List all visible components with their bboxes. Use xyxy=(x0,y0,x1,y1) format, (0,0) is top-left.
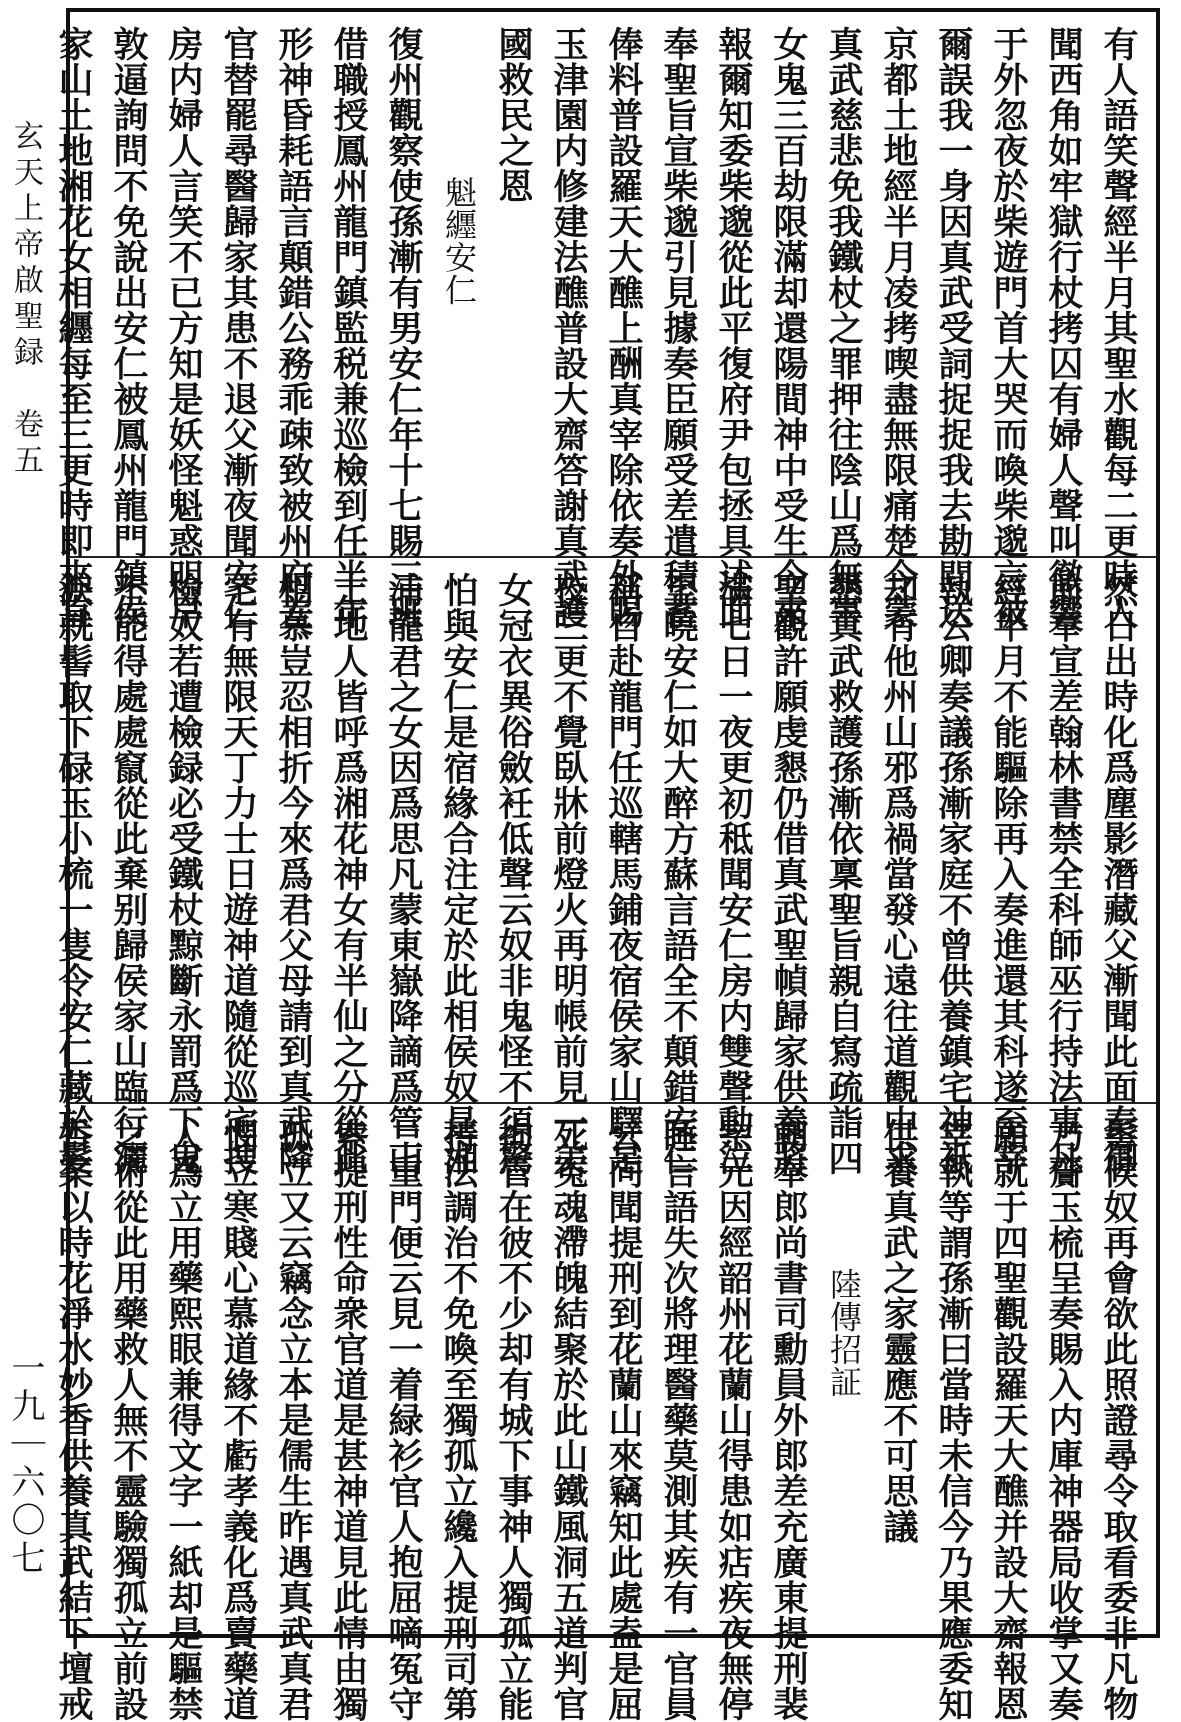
text-column: 宰執等謂孫漸曰當時未信今乃果應委知 xyxy=(933,1118,974,1722)
text-column: 前奉宣差翰林書禁全科師巫行持法事凡 xyxy=(1043,572,1084,1176)
text-column: 房内婦人言笑不已方知是妖怪魁惑明早 xyxy=(163,26,204,630)
text-column: 懇真武救護孫漸依稟聖旨親自寫疏詣四 xyxy=(823,572,864,1176)
text-column: 玉津園内修建法醮普設大齋答謝真武護 xyxy=(548,26,589,630)
text-column: 報爾知委柴邈從此平復府尹包拯具述面 xyxy=(713,26,754,630)
text-column: 女冠衣異俗斂衽低聲云奴非鬼怪不須驚 xyxy=(493,572,534,1176)
text-column: 至曉安仁如大醉方蘇言語全不顛錯安仁 xyxy=(658,572,699,1176)
text-column: 髻候奴再會欲此照證尋令取看委非凡物 xyxy=(1098,1118,1139,1722)
text-panel-bottom xyxy=(53,1104,1156,1722)
text-column: 二重門便云見一着緑衫官人抱屈嘀冤守 xyxy=(383,1118,424,1722)
text-column: 女鬼三百劫限滿却還陽間神中受生今來 xyxy=(768,26,809,630)
text-column: 供養真武之家靈應不可思議 xyxy=(878,1118,919,1544)
text-column: 有人語笑聲經半月其聖水觀每二更時人 xyxy=(1098,26,1139,630)
text-column: 怕與安仁是宿緣合注定於此相侯奴是湘 xyxy=(438,572,479,1176)
text-column: 睡言語失次將理醫藥莫測其疾有一官員 xyxy=(658,1118,699,1722)
text-column: 人爲立用藥熙眼兼得文字一紙却是驅禁 xyxy=(163,1118,204,1722)
text-column: 奉聖旨宣柴邈引見據奏臣願受差遣積蓄 xyxy=(658,26,699,630)
text-column: 真武慈悲免我鐵杖之罪押往陰山爲無辜 xyxy=(823,26,864,630)
text-column: 願就于四聖觀設羅天大醮并設大齋報恩 xyxy=(988,1118,1029,1722)
text-panel-top xyxy=(53,12,1156,630)
text-column: 爾誤我一身因真武受詞捉捉我去勘問送 xyxy=(933,26,974,630)
text-column: 經半月不能驅除再入奏進還其科遂至宰 xyxy=(988,572,1029,1176)
margin-book-title: 玄天上帝啟聖録 卷五 xyxy=(8,120,43,480)
text-column: 香案以時花淨水妙香供養真武結下壇戒 xyxy=(53,1118,94,1722)
text-column: 索提刑性命衆官道是甚神道見此情由獨 xyxy=(328,1118,369,1722)
text-column: 却有他州山邪爲禍當發心遠往道觀中求 xyxy=(878,572,919,1176)
text-column: 朝奉郎尚書司勳員外郎差充廣東提刑裴 xyxy=(768,1118,809,1722)
text-column: 國救民之恩 xyxy=(493,26,534,204)
margin-page-number: 一九｜六〇七 xyxy=(5,1350,45,1578)
text-column: 夜三更不覺臥牀前燈火再明帳前見一美 xyxy=(548,572,589,1176)
text-column: 聞西角如牢獄行杖拷囚有婦人聲叫徹響 xyxy=(1043,26,1084,630)
text-column: 滿七日一夜更初秪聞安仁房内雙聲動泣 xyxy=(713,572,754,1176)
text-column: 孤立又云竊念立本是儒生昨遇真武真君 xyxy=(273,1118,314,1722)
section-heading: 魁纒安仁 xyxy=(440,176,478,306)
text-column: 拘管在彼不少却有城下事神人獨孤立能 xyxy=(493,1118,534,1722)
text-column: 之術從此用藥救人無不靈驗獨孤立前設 xyxy=(108,1118,149,1722)
column-group xyxy=(53,26,1146,630)
text-column: 不能得處處竄從此棄别歸侯家山臨行灑 xyxy=(108,572,149,1176)
column-group xyxy=(53,572,1146,1176)
text-column: 相慕豈忍相折今來爲君父母請到真武降 xyxy=(273,572,314,1176)
text-column: 宅有無限天丁力士日遊神道隨從巡宅捜 xyxy=(218,572,259,1176)
text-column: 借職授鳳州龍門鎮監税兼巡檢到任半年 xyxy=(328,26,369,630)
text-column: 浦龍君之女因爲思凡蒙東嶽降謫爲管山 xyxy=(383,572,424,1176)
text-column: 稱自赴龍門任巡轄馬鋪夜宿侯家山驛是 xyxy=(603,572,644,1176)
text-column: 持法調治不免喚至獨孤立纔入提刑司第 xyxy=(438,1118,479,1722)
text-column: 然日出時化爲塵影潛藏父漸聞此面奏御 xyxy=(1098,572,1139,1176)
column-group xyxy=(53,1118,1146,1722)
text-column: 憫立寒賤心慕道緣不虧孝義化爲賣藥道 xyxy=(218,1118,259,1722)
text-column: 云向聞提刑到花蘭山來竊知此處盍是屈 xyxy=(603,1118,644,1722)
text-column: 執公卿奏議孫漸家庭不曾供養鎮宅神衹 xyxy=(933,572,974,1176)
text-column: 敦逼詢問不免說出安仁被鳳州龍門鎮侯 xyxy=(108,26,149,630)
text-column: 于外忽夜於柴遊門首大哭而喚柴邈言被 xyxy=(988,26,1029,630)
text-column: 死冤魂滯魄結聚於此山鐵風洞五道判官 xyxy=(548,1118,589,1722)
text-column: 家山土地湘花女相纒每至三更時即來直 xyxy=(53,26,94,630)
text-column: 檢奴若遭檢録必受鐵杖黥斷永罰爲下鬼 xyxy=(163,572,204,1176)
text-column: 官替罷尋醫歸家其患不退父漸夜聞安仁 xyxy=(218,26,259,630)
text-column: 京都土地經半月凌拷喫盡無限痛楚今蒙 xyxy=(878,26,919,630)
section-heading: 陸傳招証 xyxy=(825,1268,863,1398)
text-column: 復州觀察使孫漸有男安仁年十七賜三班 xyxy=(383,26,424,630)
page-frame xyxy=(53,8,1160,1722)
text-column: 土地人皆呼爲湘花神女有半仙之分從此 xyxy=(328,572,369,1176)
text-panel-middle xyxy=(53,558,1156,1176)
text-column: 俸料普設羅天大醮上酬真宰除依奏外賜 xyxy=(603,26,644,630)
text-column: 宗元因經韶州花蘭山得患如痁疾夜無停 xyxy=(713,1118,754,1722)
text-column: 淚就髻取下碌玉小梳一隻令安仁藏於髮 xyxy=(53,572,94,1176)
text-column: 形神昏耗語言顛錯公務乖疎致被州府差 xyxy=(273,26,314,630)
text-column: 乃齎玉梳呈奏賜入内庫神器局收掌又奏 xyxy=(1043,1118,1084,1722)
text-column: 聖觀許願虔懇仍借真武聖幀歸家供養將 xyxy=(768,572,809,1176)
